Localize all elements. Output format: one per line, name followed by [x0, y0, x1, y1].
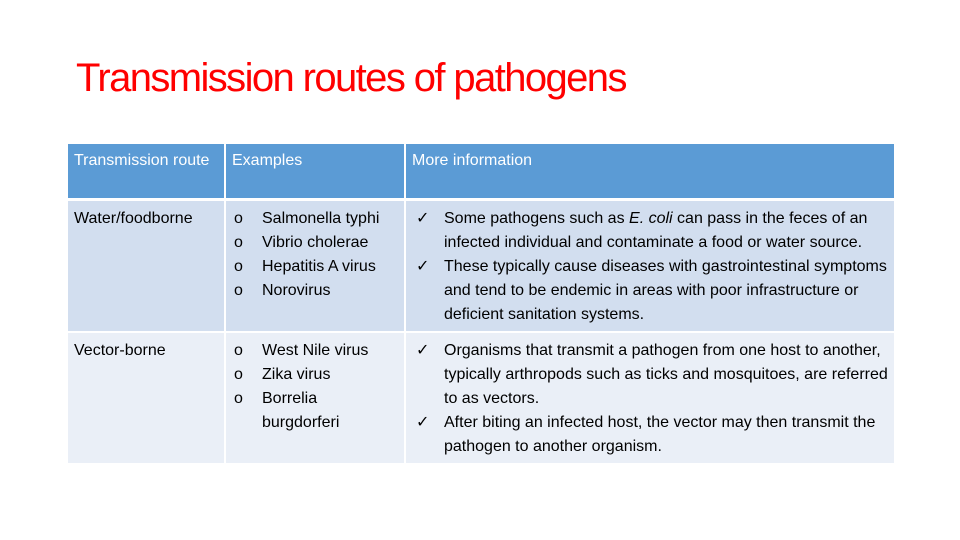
table-row — [68, 333, 894, 463]
list-item — [412, 339, 888, 411]
bullet-o-icon: o — [234, 234, 243, 251]
route-cell: Water/foodborne — [68, 201, 224, 333]
list-item — [412, 255, 888, 327]
example-text: West Nile virus — [262, 342, 369, 359]
slide-title: Transmission routes of pathogens — [76, 56, 626, 100]
example-text: Borrelia burgdorferi — [262, 390, 340, 431]
info-cell — [406, 201, 894, 333]
bullet-o-icon: o — [234, 210, 243, 227]
info-text-before: After biting an infected host, the vector may then transmit the pathogen to another organism. — [444, 414, 876, 455]
example-text: Vibrio cholerae — [262, 234, 369, 251]
info-list — [412, 207, 888, 327]
examples-list — [232, 339, 398, 435]
route-cell: Vector-borne — [68, 333, 224, 463]
examples-list — [232, 207, 398, 303]
list-item — [232, 255, 398, 279]
checkmark-icon: ✓ — [416, 342, 430, 359]
checkmark-icon: ✓ — [416, 258, 430, 275]
bullet-o-icon: o — [234, 390, 243, 407]
list-item — [412, 411, 888, 459]
list-item — [232, 231, 398, 255]
list-item — [412, 207, 888, 255]
list-item — [232, 363, 398, 387]
transmission-table — [66, 144, 896, 463]
info-text-before: Organisms that transmit a pathogen from one host to another, typically arthropods such as ticks and mosquitoes, are referred to as vectors. — [444, 342, 888, 407]
info-cell — [406, 333, 894, 463]
bullet-o-icon: o — [234, 366, 243, 383]
info-text-emphasis: E. coli — [629, 210, 673, 227]
table-header-row — [68, 144, 894, 201]
checkmark-icon: ✓ — [416, 414, 430, 431]
example-text: Zika virus — [262, 366, 331, 383]
info-list — [412, 339, 888, 459]
example-text: Hepatitis A virus — [262, 258, 376, 275]
list-item — [232, 279, 398, 303]
examples-cell — [226, 333, 404, 463]
example-text: Norovirus — [262, 282, 331, 299]
list-item — [232, 339, 398, 363]
checkmark-icon: ✓ — [416, 210, 430, 227]
bullet-o-icon: o — [234, 342, 243, 359]
bullet-o-icon: o — [234, 258, 243, 275]
header-transmission-route: Transmission route — [68, 144, 224, 201]
header-more-information: More information — [406, 144, 894, 201]
header-examples: Examples — [226, 144, 404, 201]
list-item — [232, 207, 398, 231]
table-row — [68, 201, 894, 333]
examples-cell — [226, 201, 404, 333]
info-text-before: Some pathogens such as — [444, 210, 630, 227]
list-item — [232, 387, 398, 435]
info-text-after: can pass in the feces of an infected individual and contaminate a food or water source. — [444, 210, 868, 251]
bullet-o-icon: o — [234, 282, 243, 299]
example-text: Salmonella typhi — [262, 210, 380, 227]
info-text-before: These typically cause diseases with gastrointestinal symptoms and tend to be endemic in areas with poor infrastructure or deficient sanitation systems. — [444, 258, 887, 323]
